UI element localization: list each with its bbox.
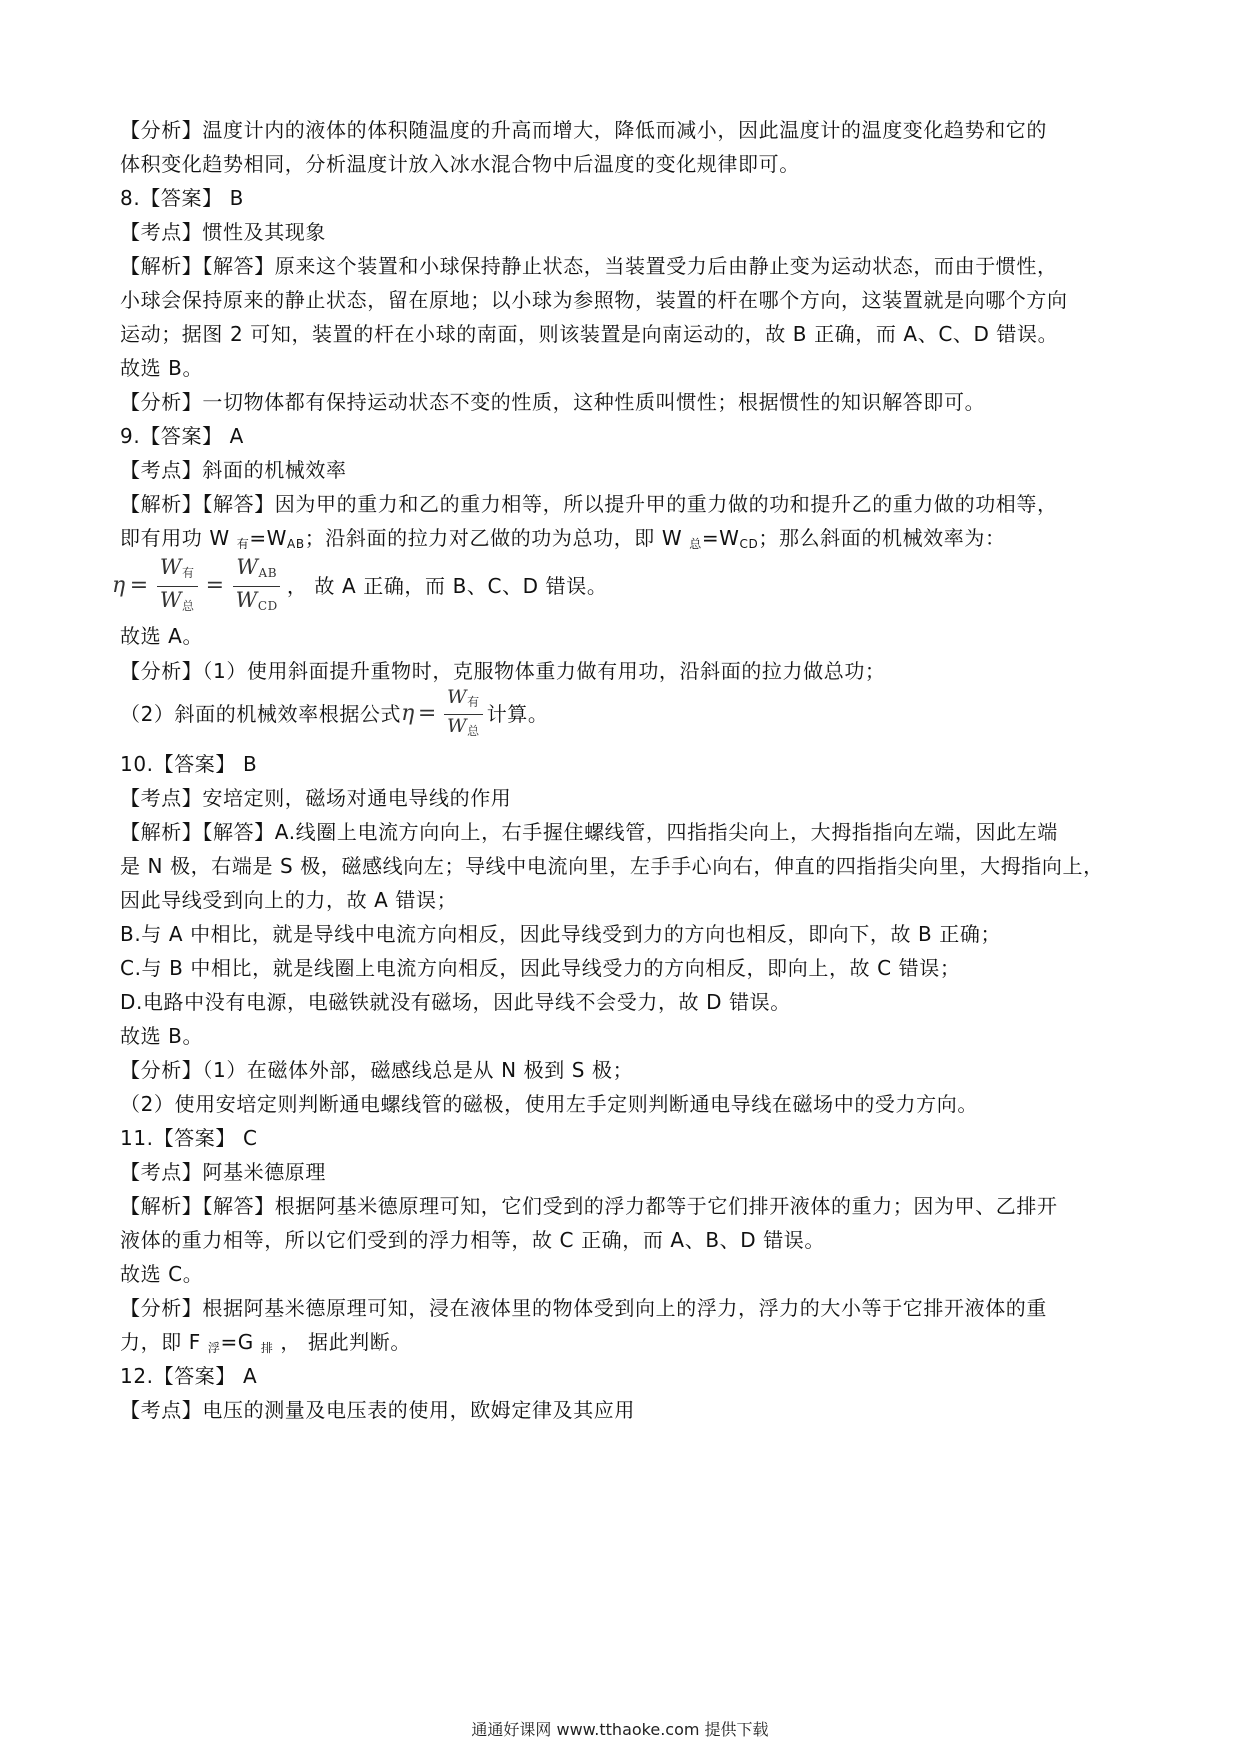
fraction-useful-over-total: $\frac{W_有}{W_总}$ <box>157 555 198 618</box>
topic-line: 【考点】电压的测量及电压表的使用，欧姆定律及其应用 <box>120 1398 635 1422</box>
fraction-efficiency: $\frac{W_有}{W_总}$ <box>444 687 483 742</box>
solution-line: 【解析】【解答】原来这个装置和小球保持静止状态，当装置受力后由静止变为运动状态，而由于惯性， <box>120 254 1058 278</box>
choice-line: 故选 B。 <box>120 356 204 380</box>
answer-line: 10.【答案】 B <box>120 752 258 776</box>
topic-line: 【考点】惯性及其现象 <box>120 220 326 244</box>
efficiency-formula: η = $\frac{W_有}{W_总}$ = $\frac{W_{AB}}{W_{CD}}$ ， 故 A 正确，而 B、C、D 错误。 <box>112 556 607 616</box>
solution-line: 【解析】【解答】A.线圈上电流方向向上，右手握住螺线管，四指指尖向上，大拇指指向左端，因此左端 <box>120 820 1058 844</box>
analysis-line: 【分析】温度计内的液体的体积随温度的升高而增大，降低而减小，因此温度计的温度变化趋势和它的 <box>120 118 1047 142</box>
solution-line: 【解析】【解答】根据阿基米德原理可知，它们受到的浮力都等于它们排开液体的重力；因为甲、乙排开 <box>120 1194 1058 1218</box>
answer-line: 11.【答案】 C <box>120 1126 258 1150</box>
choice-line: 故选 B。 <box>120 1024 204 1048</box>
solution-line: C.与 B 中相比，就是线圈上电流方向相反，因此导线受力的方向相反，即向上，故 C 错误； <box>120 956 961 980</box>
analysis-line: 【分析】一切物体都有保持运动状态不变的性质，这种性质叫惯性；根据惯性的知识解答即可。 <box>120 390 986 414</box>
answer-line: 9.【答案】 A <box>120 424 244 448</box>
solution-line: 【解析】【解答】因为甲的重力和乙的重力相等，所以提升甲的重力做的功和提升乙的重力做的功相等， <box>120 492 1058 516</box>
solution-line: 液体的重力相等，所以它们受到的浮力相等，故 C 正确，而 A、B、D 错误。 <box>120 1228 825 1252</box>
solution-line: 是 N 极，右端是 S 极，磁感线向左；导线中电流向里，左手手心向右，伸直的四指指尖向里，大拇指向上， <box>120 854 1104 878</box>
useful-work-line: 即有用功 W $_有=W_{AB}$；沿斜面的拉力对乙做的功为总功，即 W $_总=W_{CD}$；那么斜面的机械效率为： <box>120 526 1006 551</box>
solution-line: 小球会保持原来的静止状态，留在原地；以小球为参照物，装置的杆在哪个方向，这装置就是向哪个方向 <box>120 288 1068 312</box>
choice-line: 故选 A。 <box>120 624 204 648</box>
topic-line: 【考点】阿基米德原理 <box>120 1160 326 1184</box>
fraction-wab-over-wcd: $\frac{W_{AB}}{W_{CD}}$ <box>233 555 281 618</box>
analysis-line: 体积变化趋势相同，分析温度计放入冰水混合物中后温度的变化规律即可。 <box>120 152 800 176</box>
analysis-line: 【分析】（1）在磁体外部，磁感线总是从 N 极到 S 极； <box>120 1058 634 1082</box>
choice-line: 故选 C。 <box>120 1262 204 1286</box>
answer-line: 8.【答案】 B <box>120 186 244 210</box>
analysis-line: （2）使用安培定则判断通电螺线管的磁极，使用左手定则判断通电导线在磁场中的受力方向。 <box>120 1092 978 1116</box>
buoyancy-line: 力，即 F $_浮$=G $_排$ ， 据此判断。 <box>120 1330 411 1355</box>
efficiency-formula-analysis: （2）斜面的机械效率根据公式 η = $\frac{W_有}{W_总}$ 计算。 <box>120 688 549 740</box>
analysis-line: 【分析】根据阿基米德原理可知，浸在液体里的物体受到向上的浮力，浮力的大小等于它排开液体的重 <box>120 1296 1047 1320</box>
page-footer: 通通好课网 www.tthaoke.com 提供下载 <box>471 1720 769 1739</box>
solution-line: 运动；据图 2 可知，装置的杆在小球的南面，则该装置是向南运动的，故 B 正确，而 A、C、D 错误。 <box>120 322 1059 346</box>
solution-line: D.电路中没有电源，电磁铁就没有磁场，因此导线不会受力，故 D 错误。 <box>120 990 791 1014</box>
solution-line: B.与 A 中相比，就是导线中电流方向相反，因此导线受到力的方向也相反，即向下，故 B 正确； <box>120 922 1002 946</box>
solution-line: 因此导线受到向上的力，故 A 错误； <box>120 888 458 912</box>
topic-line: 【考点】斜面的机械效率 <box>120 458 347 482</box>
topic-line: 【考点】安培定则，磁场对通电导线的作用 <box>120 786 512 810</box>
answer-line: 12.【答案】 A <box>120 1364 258 1388</box>
analysis-line: 【分析】（1）使用斜面提升重物时，克服物体重力做有用功，沿斜面的拉力做总功； <box>120 659 886 683</box>
